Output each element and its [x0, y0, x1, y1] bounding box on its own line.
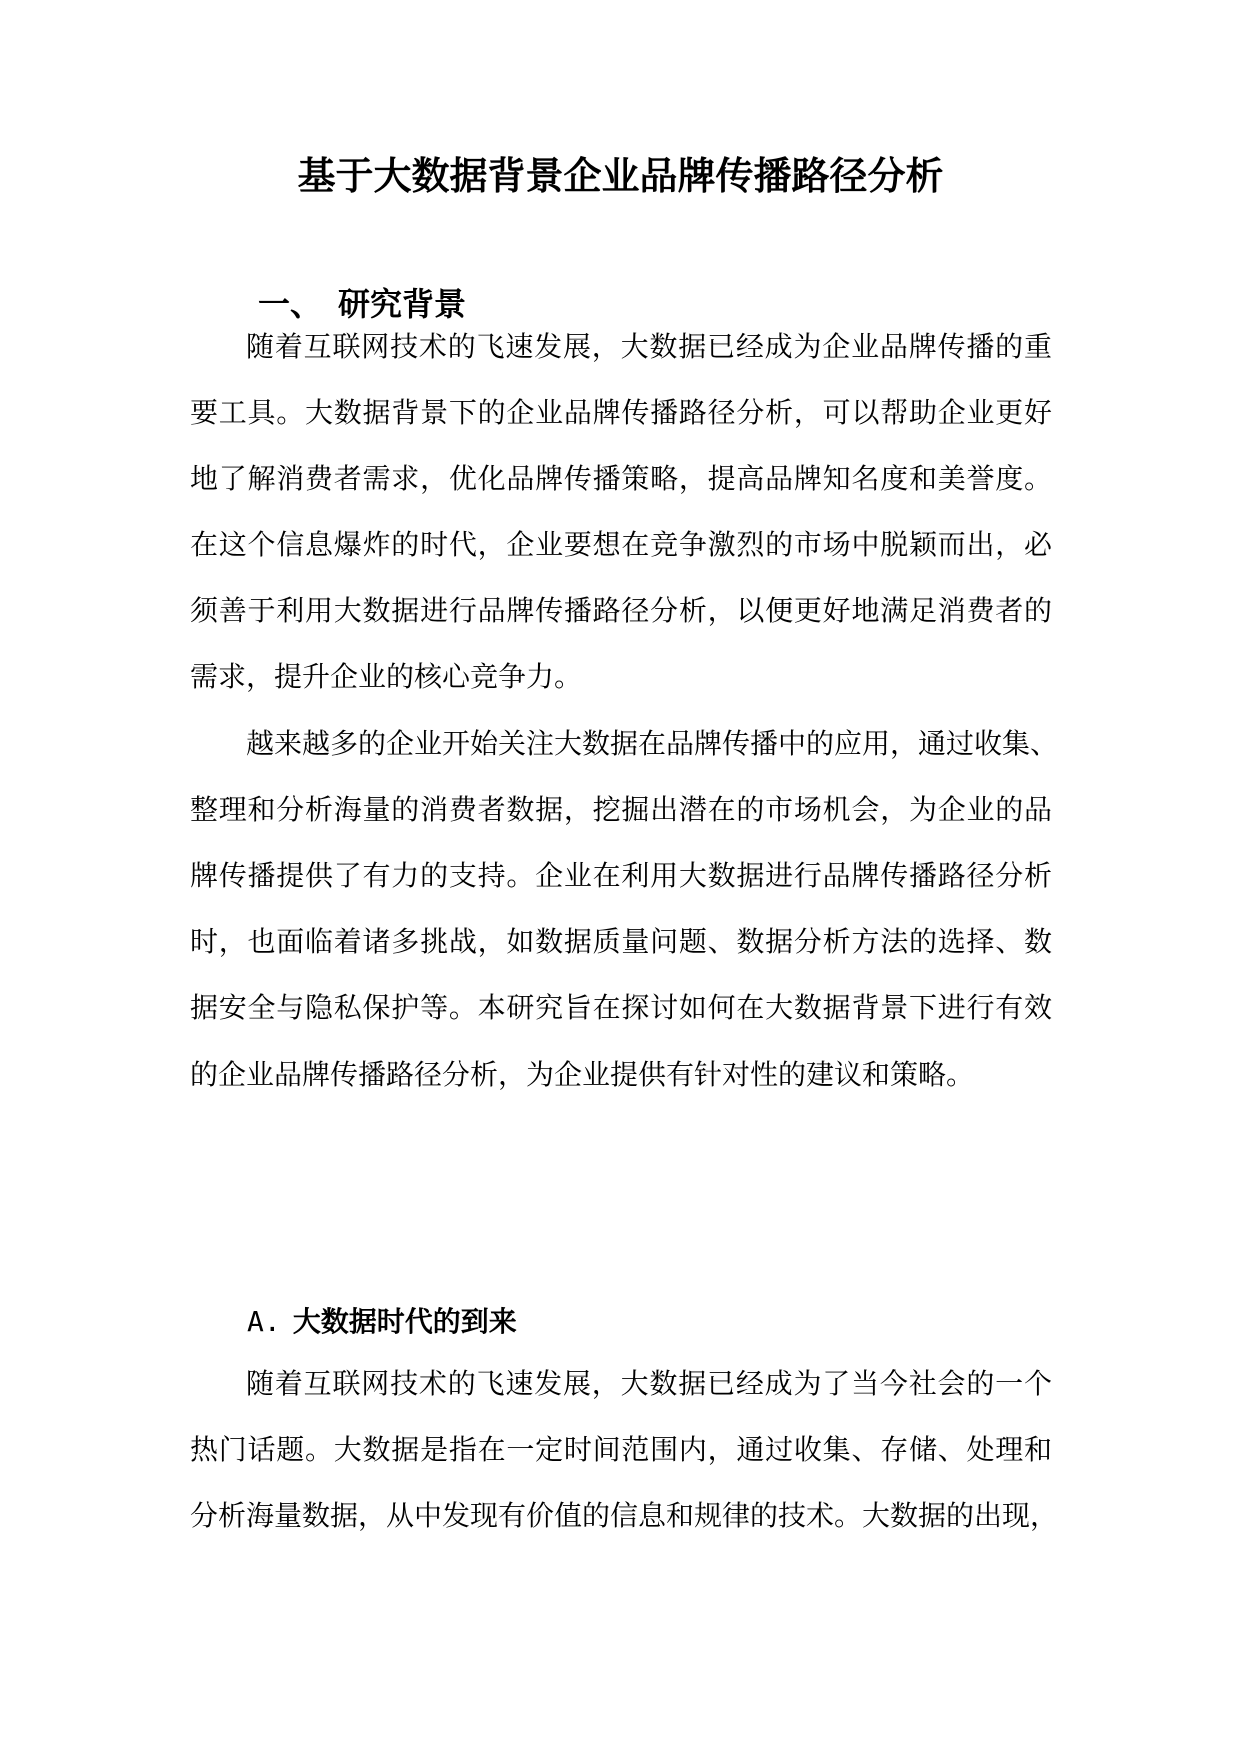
paragraph-line: 要工具。大数据背景下的企业品牌传播路径分析，可以帮助企业更好 — [190, 396, 1052, 429]
section-number: 一、 — [258, 285, 323, 323]
section-heading-research-background — [258, 284, 466, 324]
paragraph-line: 的企业品牌传播路径分析，为企业提供有针对性的建议和策略。 — [190, 1058, 975, 1091]
paragraph-line: 需求，提升企业的核心竞争力。 — [190, 660, 583, 693]
paragraph-line: 越来越多的企业开始关注大数据在品牌传播中的应用，通过收集、 — [246, 727, 1059, 760]
paragraph-line: 整理和分析海量的消费者数据，挖掘出潜在的市场机会，为企业的品 — [190, 793, 1052, 826]
paragraph-line: 随着互联网技术的飞速发展，大数据已经成为了当今社会的一个 — [246, 1367, 1052, 1400]
paragraph-line: 分析海量数据，从中发现有价值的信息和规律的技术。大数据的出现， — [190, 1499, 1059, 1532]
paragraph-line: 牌传播提供了有力的支持。企业在利用大数据进行品牌传播路径分析 — [190, 859, 1052, 892]
document-title: 基于大数据背景企业品牌传播路径分析 — [297, 153, 944, 198]
subsection-heading-big-data-era — [247, 1302, 517, 1342]
paragraph-line: 地了解消费者需求，优化品牌传播策略，提高品牌知名度和美誉度。 — [190, 462, 1052, 495]
paragraph-line: 在这个信息爆炸的时代，企业要想在竞争激烈的市场中脱颖而出，必 — [190, 528, 1052, 561]
subsection-number: A. — [247, 1305, 281, 1338]
paragraph-line: 热门话题。大数据是指在一定时间范围内，通过收集、存储、处理和 — [190, 1433, 1052, 1466]
section-title: 研究背景 — [338, 285, 467, 323]
paragraph-line: 随着互联网技术的飞速发展，大数据已经成为企业品牌传播的重 — [246, 330, 1052, 363]
subsection-title: 大数据时代的到来 — [292, 1305, 517, 1338]
paragraph-line: 据安全与隐私保护等。本研究旨在探讨如何在大数据背景下进行有效 — [190, 991, 1052, 1024]
paragraph-line: 时，也面临着诸多挑战，如数据质量问题、数据分析方法的选择、数 — [190, 925, 1052, 958]
paragraph-line: 须善于利用大数据进行品牌传播路径分析，以便更好地满足消费者的 — [190, 594, 1052, 627]
